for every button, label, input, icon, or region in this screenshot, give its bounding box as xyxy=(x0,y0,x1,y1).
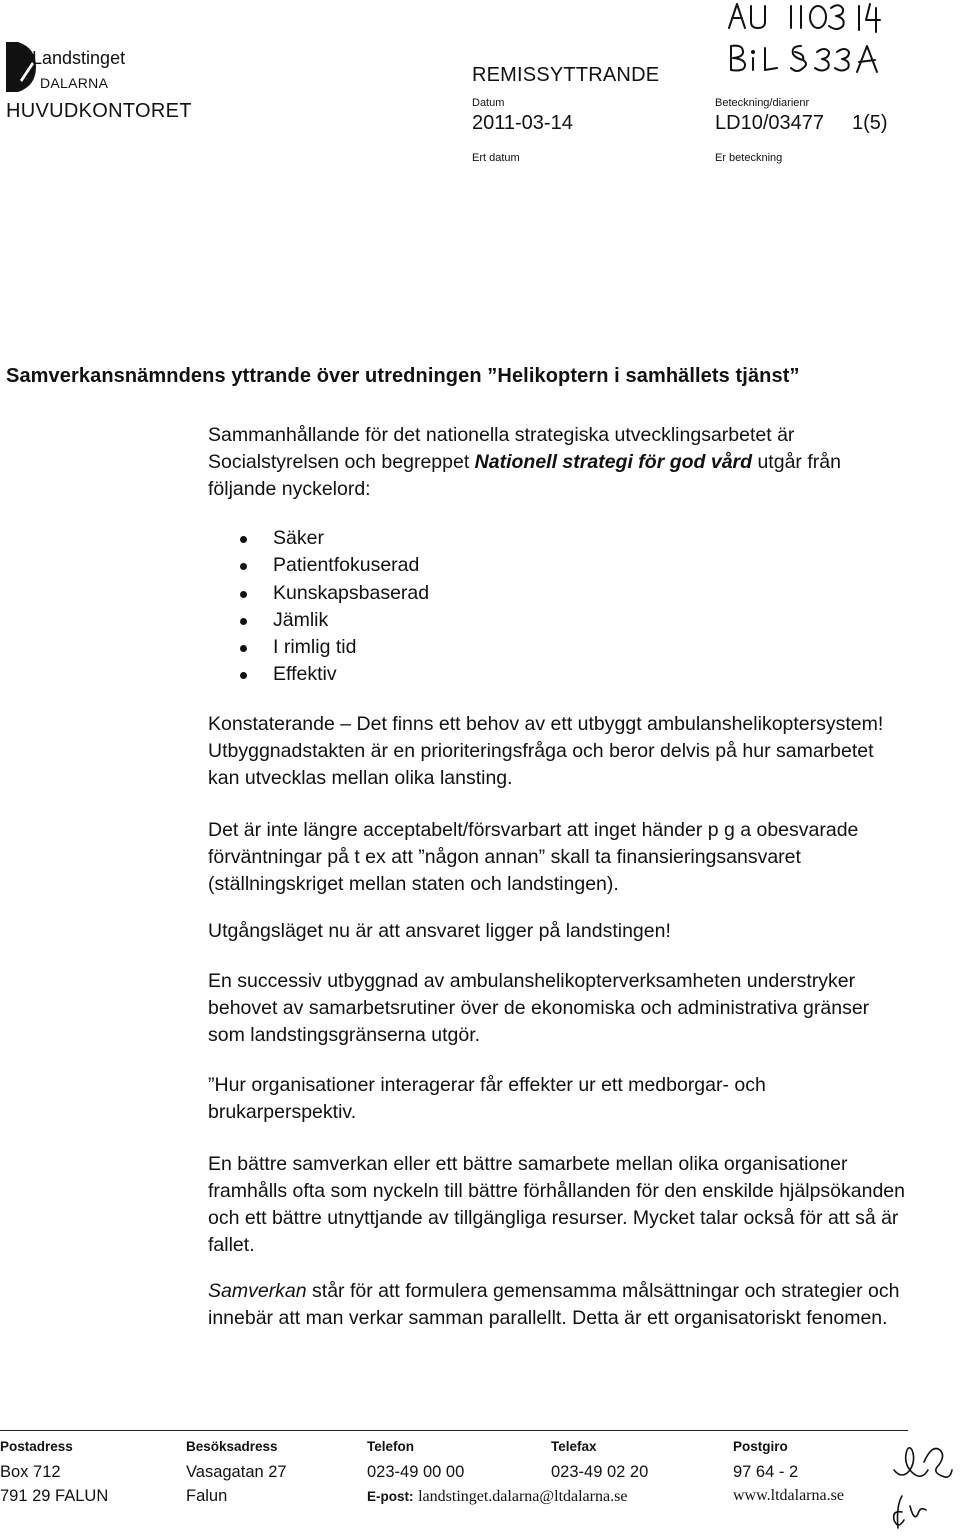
paragraph-samverkan-battre: En bättre samverkan eller ett bättre samarbete mellan olika organisationer framhålls ofta som nyckeln till bättre förhållanden för den enskilde hjälpsökanden och ett bättre utnyttjande av tillgängliga resurser. Mycket talar också för att så är fallet. xyxy=(208,1153,905,1256)
list-item: Effektiv xyxy=(240,661,429,688)
date-value: 2011-03-14 xyxy=(472,112,573,134)
paragraph-acceptabelt: Det är inte längre acceptabelt/försvarbart att inget händer p g a obesvarade förväntningar på t ex att ”någon annan” skall ta finansieringsansvaret (ställningskriget mellan staten och landstingen). xyxy=(208,819,859,895)
besoksadress-label: Besöksadress xyxy=(186,1439,278,1454)
footer-besoksadress xyxy=(186,1437,287,1508)
besoksadress-line2: Falun xyxy=(186,1487,228,1505)
intro-text-part2: utgår från följande nyckelord: xyxy=(208,451,841,500)
footer-divider xyxy=(0,1430,908,1431)
handwritten-stamp xyxy=(725,0,955,80)
ert-datum-label: Ert datum xyxy=(472,152,520,164)
date-label: Datum xyxy=(472,97,505,109)
samverkan-emphasis: Samverkan xyxy=(208,1280,307,1302)
er-beteckning-label: Er beteckning xyxy=(715,152,783,164)
postgiro-value: 97 64 - 2 xyxy=(733,1463,799,1481)
department-name: HUVUDKONTORET xyxy=(6,100,192,122)
postadress-label: Postadress xyxy=(0,1439,73,1454)
intro-paragraph xyxy=(208,422,908,503)
telefax-value: 023-49 02 20 xyxy=(551,1463,649,1481)
samverkan-rest: står för att formulera gemensamma målsättningar och strategier och innebär att man verkar samman parallellt. Detta är ett organisatoriskt fenomen. xyxy=(208,1280,900,1329)
paragraph-utbyggnad: En successiv utbyggnad av ambulanshelikopterverksamheten understryker behovet av samarbetsrutiner över de ekonomiska och administrativa gränser som landstingsgränserna utgör. xyxy=(208,970,870,1046)
epost-label: E-post: xyxy=(367,1489,414,1504)
postadress-line2: 791 29 FALUN xyxy=(0,1487,109,1505)
website-link[interactable]: www.ltdalarna.se xyxy=(733,1487,844,1504)
list-item: Säker xyxy=(240,525,429,552)
footer-postgiro xyxy=(733,1437,844,1508)
telefax-label: Telefax xyxy=(551,1439,597,1454)
telefon-label: Telefon xyxy=(367,1439,414,1454)
list-item: I rimlig tid xyxy=(240,634,429,661)
paragraph-konstaterande: Konstaterande – Det finns ett behov av ett utbyggt ambulanshelikoptersystem! Utbyggnadstakten är en prioriteringsfråga och beror delvis på hur samarbetet kan utvecklas mellan olika lansting. xyxy=(208,713,884,789)
document-type: REMISSYTTRANDE xyxy=(472,64,660,86)
list-item: Kunskapsbaserad xyxy=(240,580,429,607)
list-item: Jämlik xyxy=(240,607,429,634)
beteckning-label: Beteckning/diarienr xyxy=(715,97,810,109)
intro-emphasis: Nationell strategi för god vård xyxy=(474,451,753,473)
org-region: DALARNA xyxy=(40,75,109,91)
handwritten-initials xyxy=(888,1440,958,1535)
keyword-list xyxy=(240,525,429,689)
footer-telefax xyxy=(551,1437,648,1484)
org-name: Landstinget xyxy=(32,48,126,68)
document-title: Samverkansnämndens yttrande över utredningen ”Helikoptern i samhällets tjänst” xyxy=(6,365,800,387)
footer-postadress xyxy=(0,1437,108,1508)
list-item: Patientfokuserad xyxy=(240,552,429,579)
paragraph-samverkan-definition xyxy=(208,1278,908,1332)
postadress-line1: Box 712 xyxy=(0,1463,61,1481)
intro-text-part1: Sammanhållande för det nationella strategiska utvecklingsarbetet är Socialstyrelsen och begreppet xyxy=(208,424,795,473)
besoksadress-line1: Vasagatan 27 xyxy=(186,1463,287,1481)
postgiro-label: Postgiro xyxy=(733,1439,788,1454)
telefon-value: 023-49 00 00 xyxy=(367,1463,465,1481)
beteckning-value: LD10/03477 xyxy=(715,112,824,134)
page-number: 1(5) xyxy=(852,112,888,134)
epost-value[interactable]: landstinget.dalarna@ltdalarna.se xyxy=(418,1488,628,1505)
paragraph-organisationer: ”Hur organisationer interagerar får effekter ur ett medborgar- och brukarperspektiv. xyxy=(208,1074,766,1123)
paragraph-utgangslaget: Utgångsläget nu är att ansvaret ligger på landstingen! xyxy=(208,920,671,942)
